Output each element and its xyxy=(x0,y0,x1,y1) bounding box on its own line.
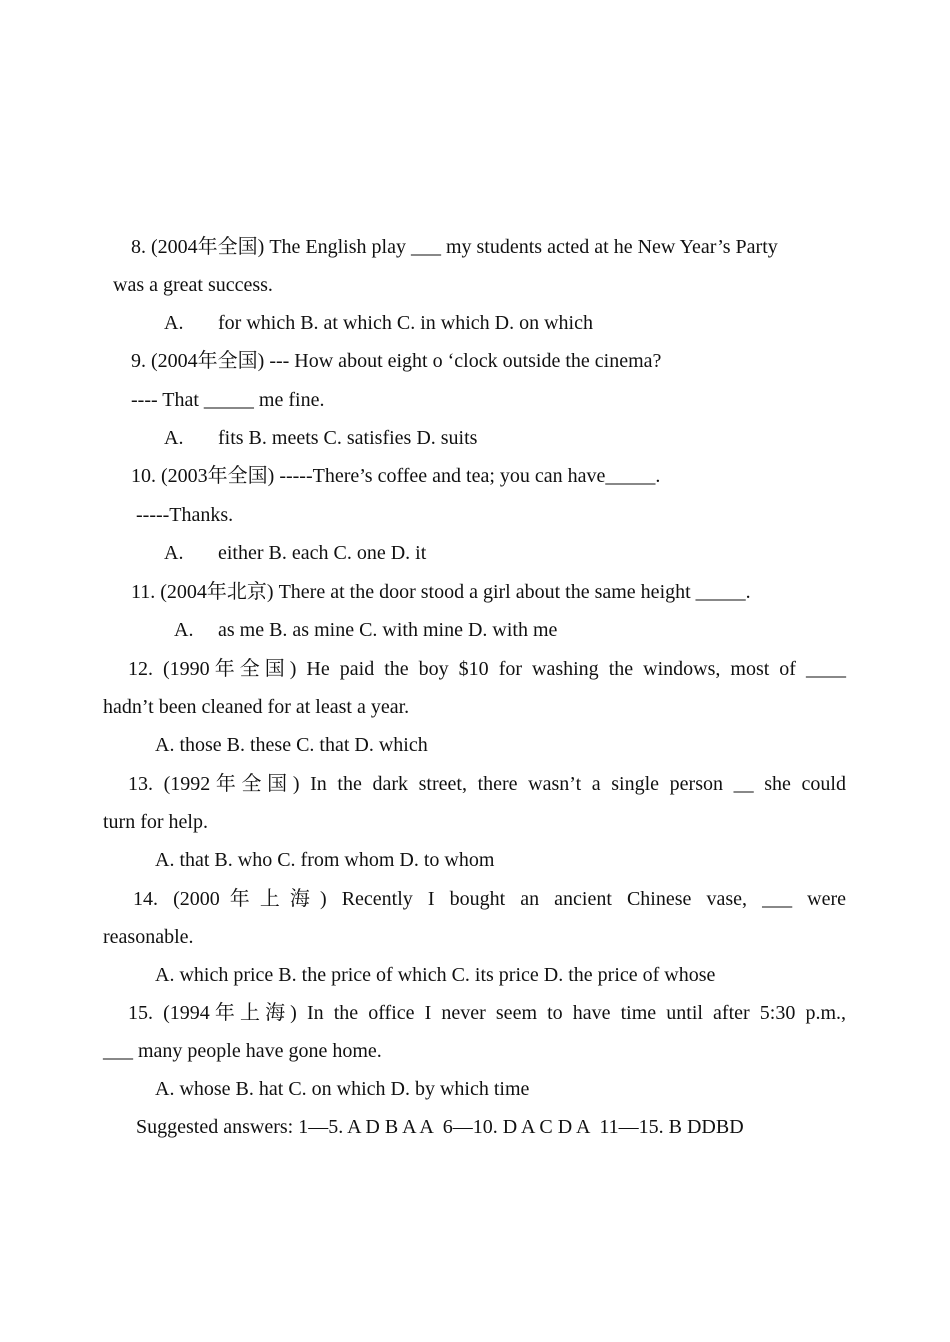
question-8-stem: 8. (2004年全国) The English play ___ my students acted at he New Year’s Party xyxy=(131,236,778,258)
question-12-stem-cont: hadn’t been cleaned for at least a year. xyxy=(103,696,410,718)
question-14-options: A. which price B. the price of which C. its price D. the price of whose xyxy=(155,964,716,986)
suggested-answers: Suggested answers: 1—5. A D B A A 6—10. D A C D A 11—15. B DDBD xyxy=(136,1116,744,1138)
question-14-stem: 14. (2000年上海) Recently I bought an ancient Chinese vase, ___ were xyxy=(133,888,846,910)
question-8-option-a-letter: A. xyxy=(164,312,184,334)
question-10-stem: 10. (2003年全国) -----There’s coffee and tea; you can have_____. xyxy=(131,465,661,487)
question-11-stem: 11. (2004年北京) There at the door stood a girl about the same height _____. xyxy=(131,581,751,603)
question-8-stem-cont: was a great success. xyxy=(113,274,273,296)
question-15-stem-cont: ___ many people have gone home. xyxy=(103,1040,382,1062)
question-9-stem-cont: ---- That _____ me fine. xyxy=(131,389,325,411)
question-10-stem-cont: -----Thanks. xyxy=(136,504,234,526)
question-15-options: A. whose B. hat C. on which D. by which time xyxy=(155,1078,530,1100)
question-13-stem-cont: turn for help. xyxy=(103,811,208,833)
question-9-option-a-letter: A. xyxy=(164,427,184,449)
question-13-stem: 13. (1992年全国) In the dark street, there wasn’t a single person __ she could xyxy=(128,773,846,795)
question-8-options: for which B. at which C. in which D. on which xyxy=(218,312,593,334)
question-12-stem: 12. (1990年全国) He paid the boy $10 for washing the windows, most of ____ xyxy=(128,658,846,680)
question-11-option-a-letter: A. xyxy=(174,619,194,641)
question-15-stem: 15. (1994年上海) In the office I never seem to have time until after 5:30 p.m., xyxy=(128,1002,846,1024)
question-12-options: A. those B. these C. that D. which xyxy=(155,734,428,756)
question-11-options: as me B. as mine C. with mine D. with me xyxy=(218,619,558,641)
question-10-option-a-letter: A. xyxy=(164,542,184,564)
question-10-options: either B. each C. one D. it xyxy=(218,542,427,564)
question-14-stem-cont: reasonable. xyxy=(103,926,194,948)
question-9-options: fits B. meets C. satisfies D. suits xyxy=(218,427,478,449)
question-9-stem: 9. (2004年全国) --- How about eight o ‘clock outside the cinema? xyxy=(131,350,662,372)
question-13-options: A. that B. who C. from whom D. to whom xyxy=(155,849,495,871)
